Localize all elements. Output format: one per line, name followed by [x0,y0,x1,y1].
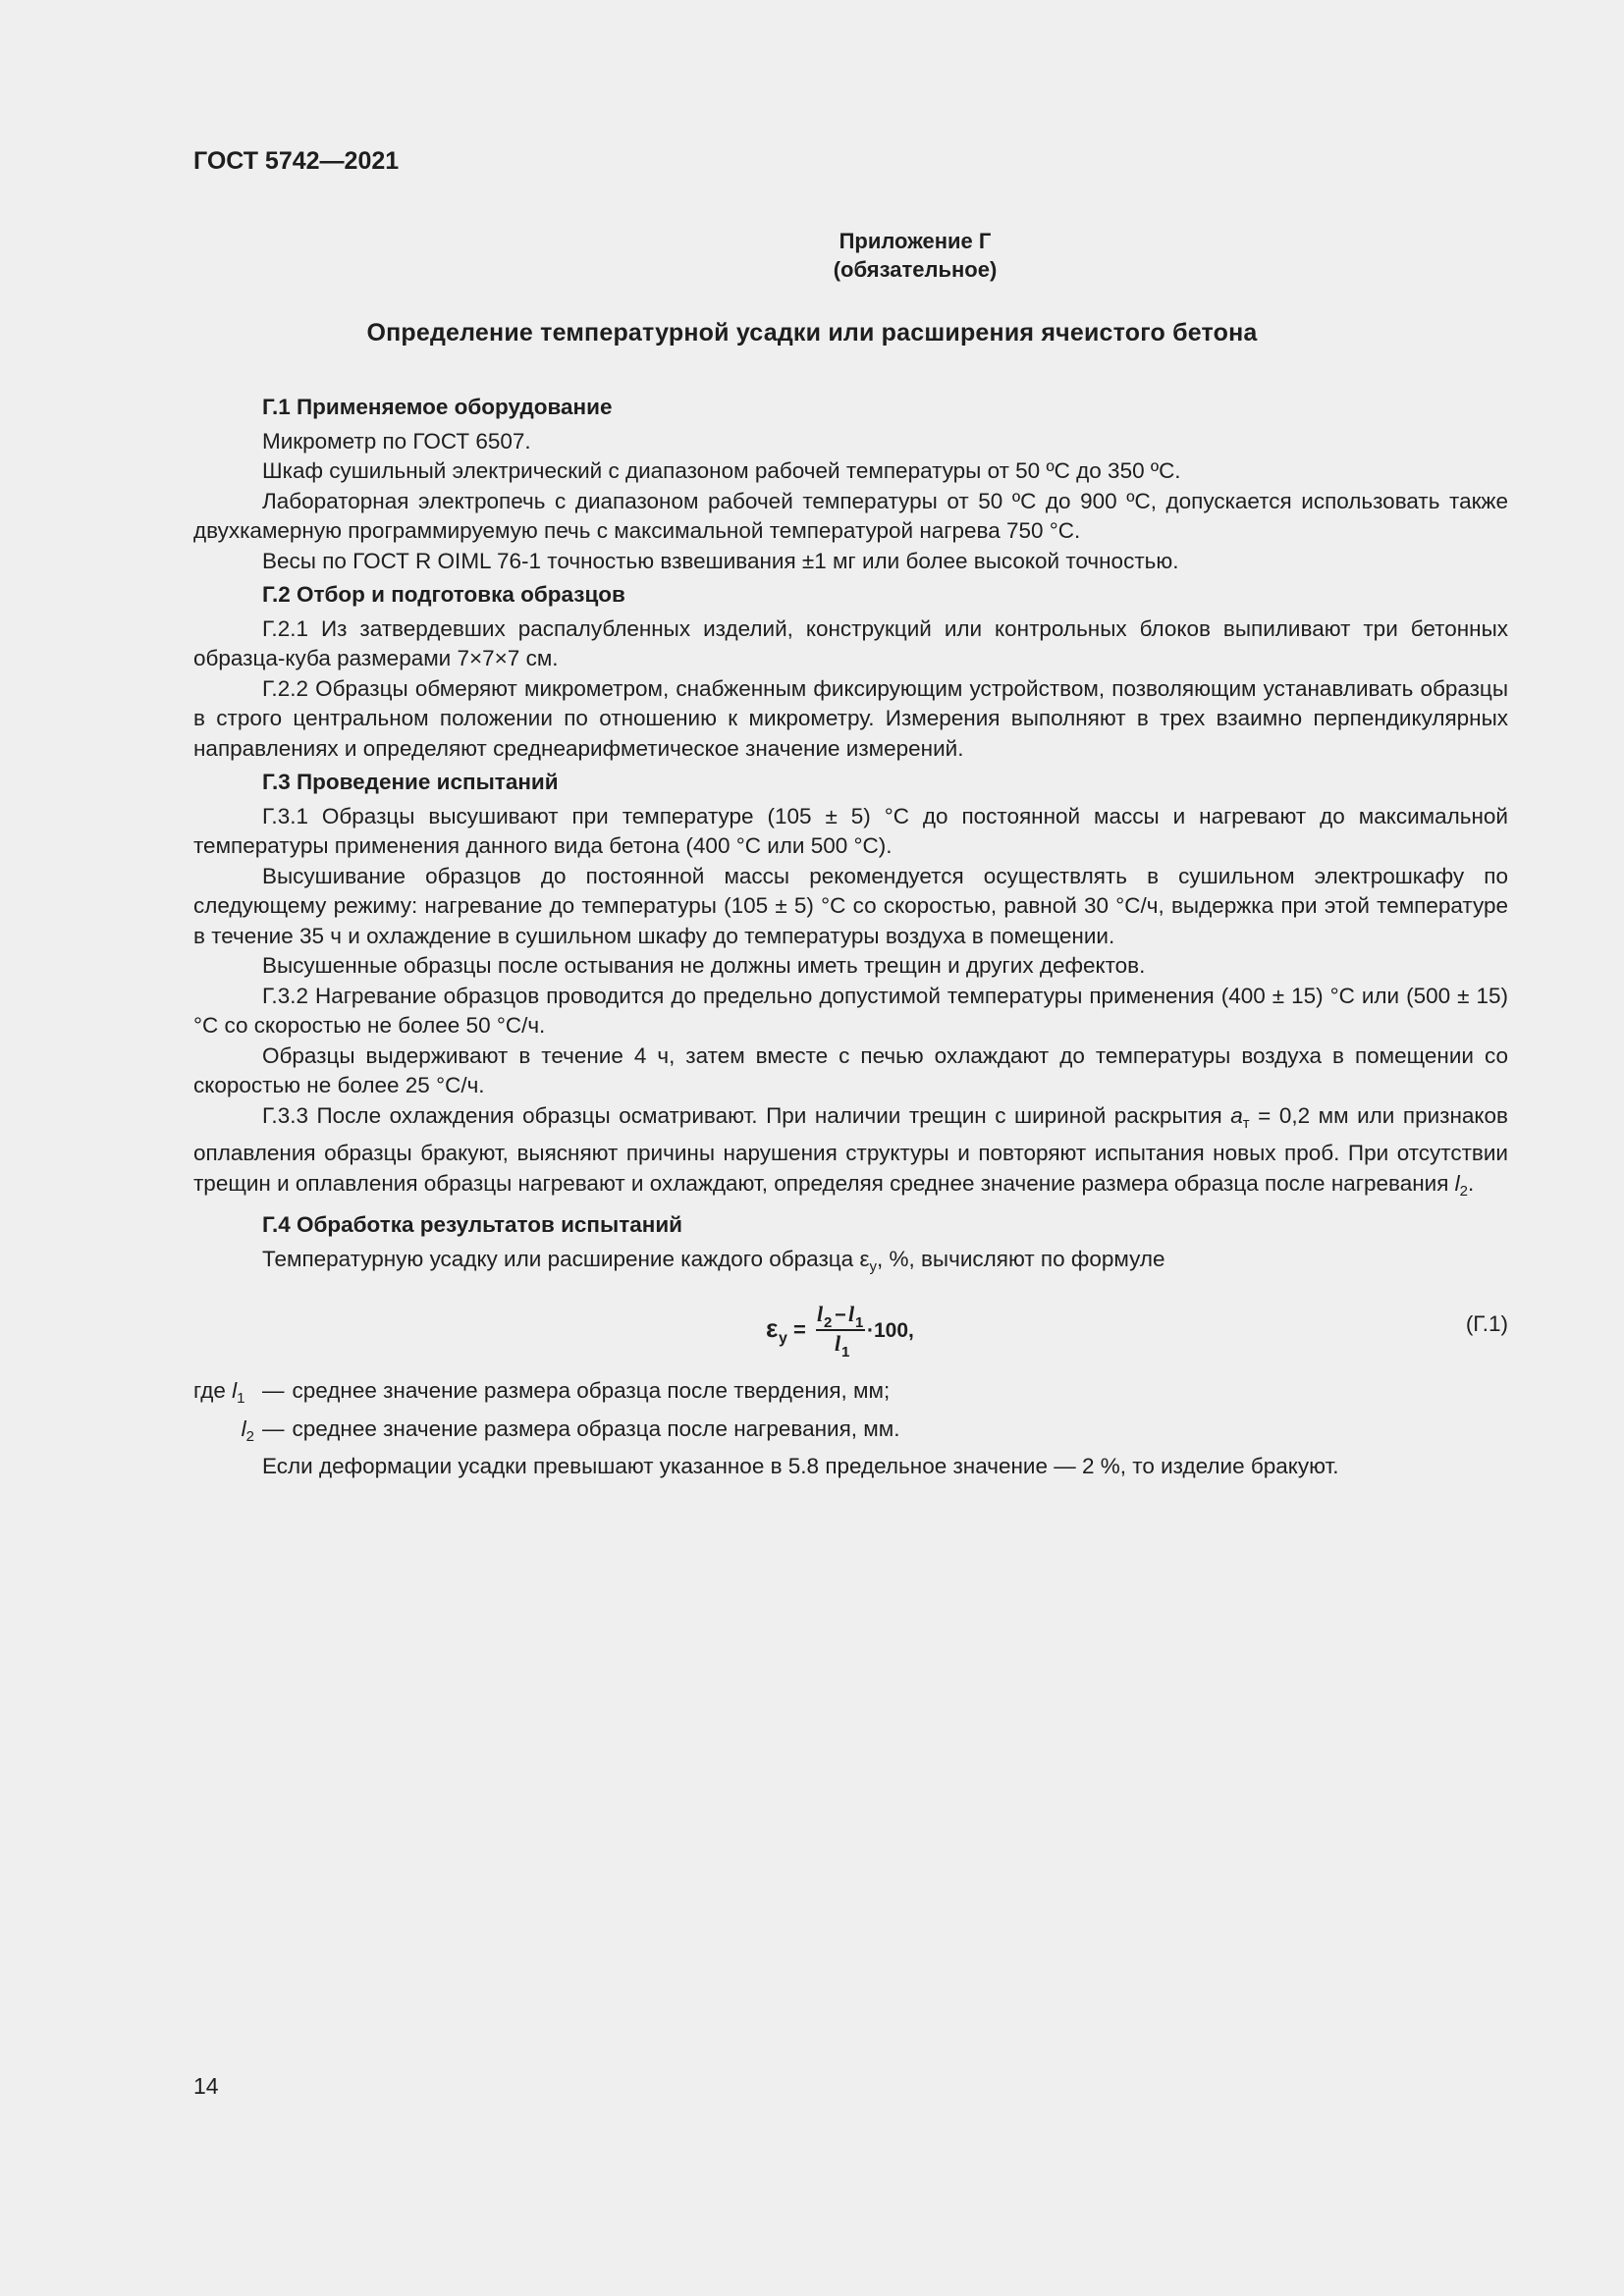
formula-num-a: l [817,1302,824,1326]
formula-den-sub: 1 [841,1344,850,1359]
paragraph: Г.2.2 Образцы обмеряют микрометром, снабженным фиксирующим устройством, позволяющим устанавливать образцы в строго центральном положении по отношению к микрометру. Измерения выполняют в трех взаимно перпендикулярных направлениях и определяют среднеарифметическое значение измерений. [193,675,1508,761]
variable: а [1230,1102,1243,1128]
paragraph: Высушенные образцы после остывания не должны иметь трещин и других дефектов. [262,953,1146,978]
where-item: где $l_1$ — среднее значение размера образца после твердения, мм; [193,1376,1508,1415]
symbol: ε [859,1246,870,1271]
where-symbol: $l_2$ [241,1415,254,1445]
formula-lhs: ε [766,1313,779,1343]
formula-tail: ·100, [867,1319,914,1342]
where-symbol: где $l_1$ [193,1378,245,1407]
paragraph: Г.3.1 Образцы высушивают при температуре (105 ± 5) °С до постоянной массы и нагревают до максимальной температуры применения данного вида бетона (400 °С или 500 °С). [193,803,1508,858]
variable: l [1454,1170,1460,1196]
paragraph: Шкаф сушильный электрический с диапазоном рабочей температуры от 50 ºС до 350 ºС. [262,458,1181,483]
formula-block [193,1292,1508,1370]
paragraph: Г.2.1 Из затвердевших распалубленных изделий, конструкций или контрольных блоков выпиливают три бетонных образца-куба размерами 7×7×7 см. [193,615,1508,670]
document-body [193,393,1508,1482]
formula-num-a-sub: 2 [824,1314,833,1331]
where-item: $l_2$ — среднее значение размера образца после нагревания, мм. [193,1415,1508,1453]
paragraph: Если деформации усадки превышают указанное в 5.8 предельное значение — 2 %, то изделие бракуют. [262,1454,1339,1478]
document-header: ГОСТ 5742—2021 [193,147,400,175]
formula-eq: = [793,1317,806,1342]
paragraph: Микрометр по ГОСТ 6507. [262,428,531,454]
formula-num-b: l [848,1302,855,1326]
paragraph: Г.3.3 После охлаждения образцы осматривают. При наличии трещин с шириной раскрытия $а_т = 0,2$ мм или признаков оплавления образцы бракуют, выясняют причины нарушения структуры и повторяют испытания новых проб. При отсутствии трещин и оплавления образцы нагревают и охлаждают, определяя среднее значение размера образца после нагревания $l_2$. [193,1102,1508,1200]
page-number: 14 [193,2073,219,2099]
paragraph: Г.3.2 Нагревание образцов проводится до предельно допустимой температуры применения (400 ± 15) °С или (500 ± 15) °С со скоростью не более 50 °С/ч. [193,983,1508,1038]
paragraph: Высушивание образцов до постоянной массы рекомендуется осуществлять в сушильном электрошкафу по следующему режиму: нагревание до температуры (105 ± 5) °С со скоростью, равной 30 °С/ч, выдержка при этой температуре в течение 35 ч и охлаждение в сушильном шкафу до температуры воздуха в помещении. [193,863,1508,948]
formula-num-b-sub: 1 [855,1314,864,1331]
formula-minus: − [835,1305,846,1326]
appendix-status: (обязательное) [833,257,998,282]
section-heading: Г.3 Проведение испытаний [262,770,559,794]
paragraph: Лабораторная электропечь с диапазоном рабочей температуры от 50 ºС до 900 ºС, допускается использовать также двухкамерную программируемую печь с максимальной температурой нагрева 750 °С. [193,488,1508,543]
section-heading: Г.1 Применяемое оборудование [262,395,613,419]
section-heading: Г.2 Отбор и подготовка образцов [262,582,625,607]
formula-number: (Г.1) [1465,1311,1508,1336]
paragraph: Температурную усадку или расширение каждого образца $\varepsilon_у$, %, вычисляют по формуле [262,1246,1165,1275]
section-heading: Г.4 Обработка результатов испытаний [262,1212,683,1237]
paragraph: Образцы выдерживают в течение 4 ч, затем вместе с печью охлаждают до температуры воздуха в помещении со скоростью не более 25 °С/ч. [193,1042,1508,1097]
formula-den: l [835,1331,841,1356]
paragraph: Весы по ГОСТ R OIML 76-1 точностью взвешивания ±1 мг или более высокой точностью. [262,548,1179,573]
appendix-title: Приложение Г [839,229,992,253]
formula [766,1298,962,1359]
formula-lhs-sub: у [779,1330,787,1347]
appendix-heading: Определение температурной усадки или расширения ячеистого бетона [366,319,1258,347]
